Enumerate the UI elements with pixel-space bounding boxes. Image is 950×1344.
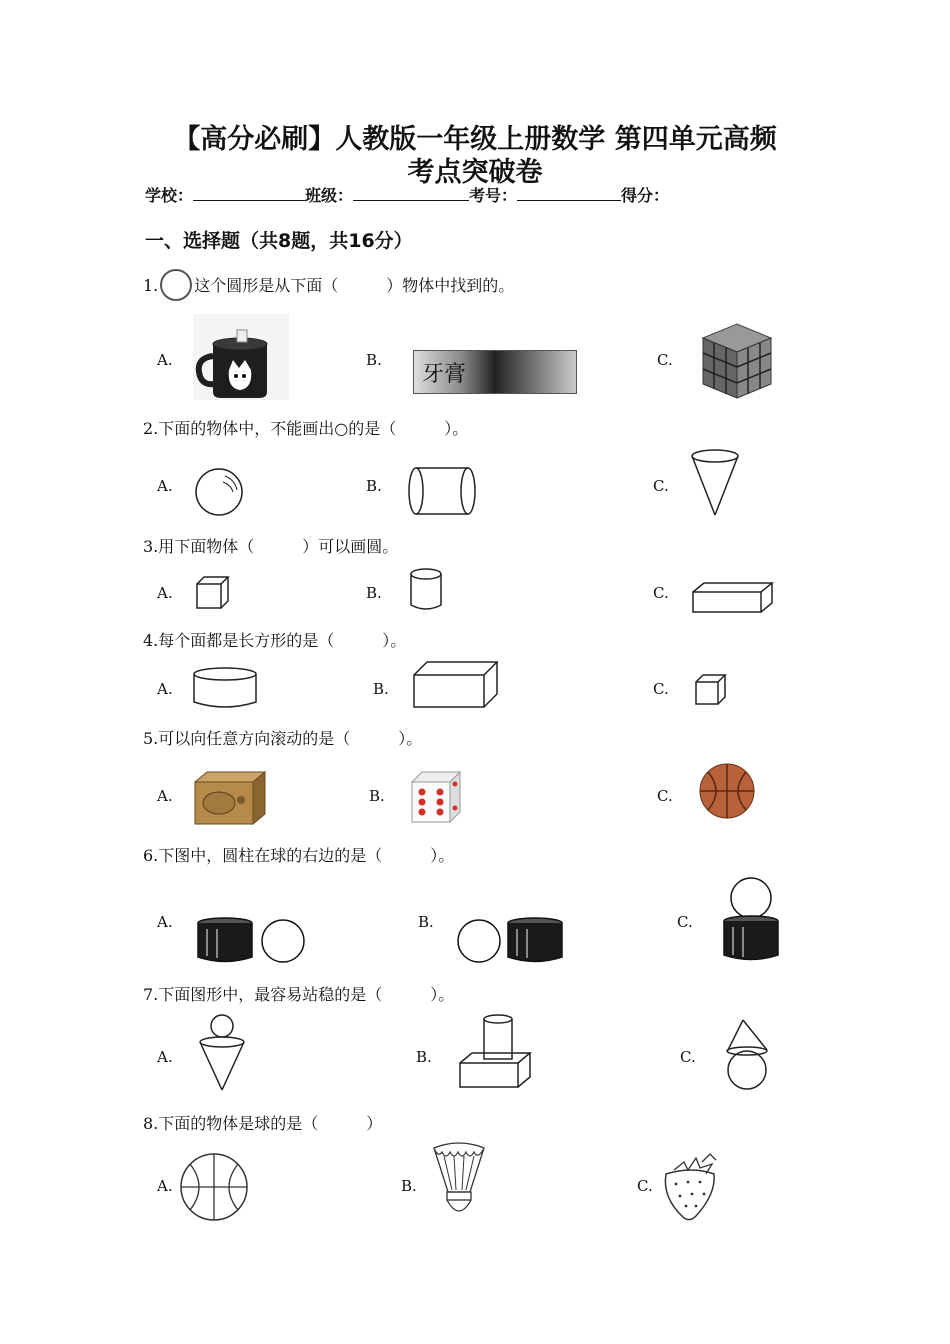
cone-icon [690, 448, 740, 518]
question-text: 可以向任意方向滚动的是（ ）。 [158, 729, 423, 748]
option-label[interactable]: B. [418, 913, 434, 931]
option-label[interactable]: B. [373, 680, 389, 698]
standing-cylinder-icon [408, 568, 444, 612]
option-label[interactable]: A. [157, 1177, 173, 1195]
question-5 [143, 726, 422, 749]
ball-then-cylinder-figure [457, 916, 565, 964]
cube-icon [695, 674, 727, 706]
question-number: 4. [143, 631, 159, 650]
question-number: 3. [143, 537, 159, 556]
question-2 [143, 416, 468, 439]
cylinder-on-box-figure [458, 1013, 532, 1089]
basketball-drawing [178, 1152, 252, 1222]
question-number: 6. [143, 846, 159, 865]
cat-mug-image [193, 314, 289, 400]
option-label[interactable]: C. [653, 477, 669, 495]
question-text: 下面的物体中，不能画出○的是（ ）。 [158, 419, 469, 438]
question-8 [143, 1111, 382, 1134]
option-label[interactable]: C. [653, 680, 669, 698]
question-text: 用下面物体（ ）可以画圆。 [158, 537, 399, 556]
option-label[interactable]: C. [680, 1048, 696, 1066]
section-title: 一、选择题（共8题，共16分） [145, 230, 413, 252]
option-label[interactable]: A. [157, 351, 173, 369]
option-label[interactable]: A. [157, 584, 173, 602]
class-label: 班级： [305, 186, 354, 205]
option-label[interactable]: C. [657, 787, 673, 805]
option-label[interactable]: C. [677, 913, 693, 931]
question-number: 8. [143, 1114, 159, 1133]
option-label[interactable]: A. [157, 477, 173, 495]
question-number: 2. [143, 419, 159, 438]
basketball-image [698, 762, 756, 820]
question-text: 下面的物体是球的是（ ） [158, 1114, 383, 1133]
score-label: 得分： [621, 186, 670, 205]
option-label[interactable]: C. [637, 1177, 653, 1195]
ball-on-inverted-cone-figure [197, 1014, 247, 1092]
option-label[interactable]: B. [366, 584, 382, 602]
question-1 [143, 273, 514, 299]
ball-on-cylinder-figure [721, 877, 781, 963]
option-label[interactable]: B. [366, 477, 382, 495]
school-blank[interactable] [193, 186, 305, 201]
lying-cylinder-icon [407, 465, 477, 517]
option-label[interactable]: A. [157, 787, 173, 805]
number-blank[interactable] [517, 186, 621, 201]
question-text: 这个圆形是从下面（ ）物体中找到的。 [194, 276, 515, 295]
number-label: 考号： [469, 186, 518, 205]
wooden-box-image [193, 770, 267, 826]
toothpaste-image [413, 350, 577, 394]
option-label[interactable]: C. [653, 584, 669, 602]
toothpaste-label: 牙膏 [422, 362, 467, 387]
short-cylinder-icon [192, 666, 258, 710]
dice-image [408, 770, 462, 824]
option-label[interactable]: A. [157, 913, 173, 931]
shuttlecock-drawing [424, 1142, 494, 1222]
student-info-line [145, 183, 669, 206]
cube-icon [196, 576, 230, 610]
page-title: 【高分必刷】人教版一年级上册数学 第四单元高频 [173, 124, 777, 155]
question-number: 7. [143, 985, 159, 1004]
question-number: 5. [143, 729, 159, 748]
cylinder-then-ball-figure [197, 916, 307, 964]
option-label[interactable]: A. [157, 1048, 173, 1066]
page-subtitle: 考点突破卷 [407, 157, 543, 188]
question-number: 1. [143, 276, 159, 295]
school-label: 学校： [145, 186, 194, 205]
strawberry-drawing [658, 1152, 728, 1224]
question-6 [143, 843, 454, 866]
question-4 [143, 628, 406, 651]
option-label[interactable]: B. [369, 787, 385, 805]
option-label[interactable]: C. [657, 351, 673, 369]
question-7 [143, 982, 454, 1005]
option-label[interactable]: B. [401, 1177, 417, 1195]
option-label[interactable]: A. [157, 680, 173, 698]
option-label[interactable]: B. [416, 1048, 432, 1066]
question-3 [143, 534, 398, 557]
cone-on-ball-figure [723, 1018, 771, 1090]
class-blank[interactable] [353, 186, 469, 201]
cuboid-icon [692, 582, 774, 614]
question-text: 下图中，圆柱在球的右边的是（ ）。 [158, 846, 455, 865]
sphere-icon [193, 466, 245, 518]
circle-shape-icon [158, 275, 194, 299]
option-label[interactable]: B. [366, 351, 382, 369]
question-text: 每个面都是长方形的是（ ）。 [158, 631, 407, 650]
rubiks-cube-image [693, 320, 777, 400]
rectangular-box-icon [413, 661, 499, 709]
question-text: 下面图形中，最容易站稳的是（ ）。 [158, 985, 455, 1004]
